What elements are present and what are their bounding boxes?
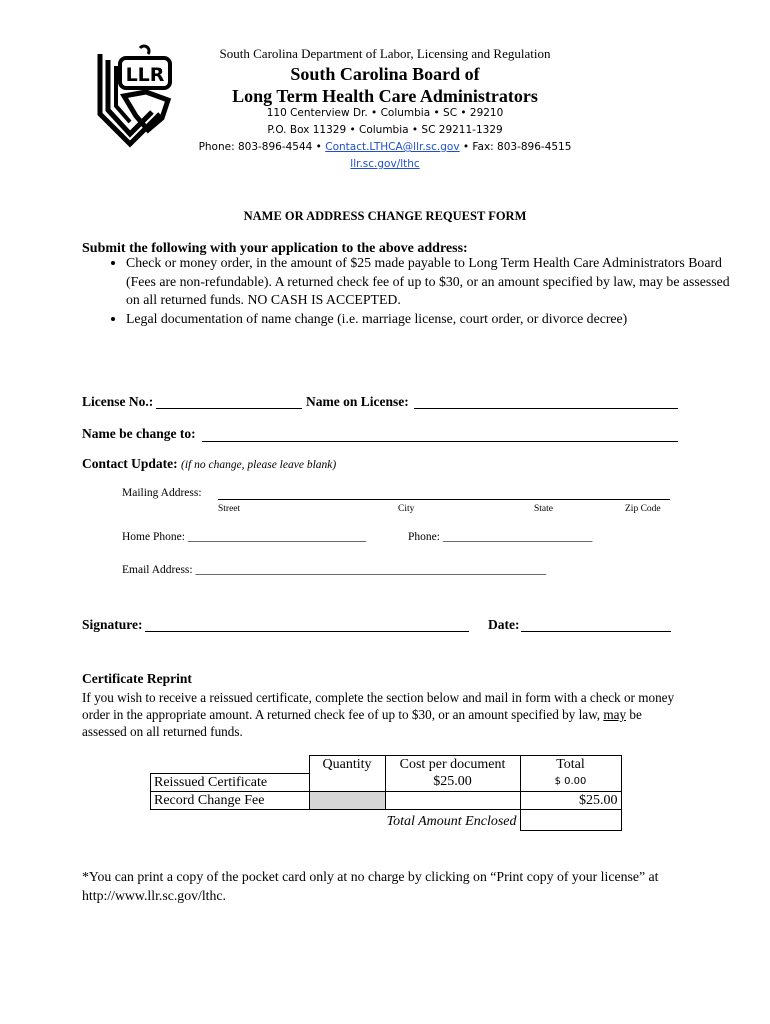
phone-text: Phone: 803-896-4544 • xyxy=(198,141,322,153)
footnote: *You can print a copy of the pocket card only at no charge by clicking on “Print copy of your license” at http://www.llr.sc.gov/lthc. xyxy=(82,869,659,903)
name-change-field[interactable] xyxy=(202,441,678,442)
total-amount-label: Total Amount Enclosed xyxy=(386,813,517,829)
record-change-quantity-cell xyxy=(309,791,385,809)
quantity-header: Quantity xyxy=(309,756,385,774)
date-field[interactable] xyxy=(521,631,671,632)
record-change-total: $25.00 xyxy=(520,791,621,809)
email-link[interactable]: Contact.LTHCA@llr.sc.gov xyxy=(325,141,460,153)
certificate-reprint-text: If you wish to receive a reissued certificate, complete the section below and mail in form with a check or money order in the appropriate amount. A returned check fee of up to $30, or an amount specified by law, may be assessed on all returned funds. xyxy=(82,690,675,739)
total-header: Total xyxy=(520,756,621,774)
zip-label: Zip Code xyxy=(625,504,661,514)
certificate-reprint-title: Certificate Reprint xyxy=(82,671,192,686)
total-amount-field[interactable] xyxy=(520,809,621,830)
record-change-fee-label: Record Change Fee xyxy=(151,791,310,809)
requirements-list xyxy=(82,254,746,328)
city-label: City xyxy=(398,504,415,514)
po-box-address: P.O. Box 11329 • Columbia • SC 29211-1329 xyxy=(267,124,503,136)
contact-line xyxy=(150,141,620,153)
fee-table xyxy=(150,755,622,831)
phone-label: Phone: xyxy=(408,531,440,543)
logo-text: LLR xyxy=(125,64,165,86)
state-label: State xyxy=(534,504,553,514)
contact-update-label: Contact Update: xyxy=(82,456,178,471)
email-label: Email Address: xyxy=(122,564,193,576)
license-no-field[interactable] xyxy=(156,408,302,409)
home-phone-label: Home Phone: xyxy=(122,531,185,543)
phone-row xyxy=(408,531,592,543)
date-label: Date: xyxy=(488,617,520,632)
reissued-certificate-label: Reissued Certificate xyxy=(151,773,310,791)
record-change-cost-cell xyxy=(385,791,520,809)
name-on-license-label: Name on License: xyxy=(306,394,409,409)
reissued-quantity-cell[interactable] xyxy=(309,773,385,791)
contact-update-note: (if no change, please leave blank) xyxy=(181,459,337,471)
email-row xyxy=(122,564,546,576)
mailing-address-field[interactable] xyxy=(218,499,670,500)
mailing-address-label: Mailing Address: xyxy=(122,487,202,499)
name-on-license-field[interactable] xyxy=(414,408,678,409)
may-underlined: may xyxy=(603,707,627,722)
requirement-item: • Check or money order, in the amount of $25 made payable to Long Term Health Care Administrators Board (Fees are non-refundable). A returned check fee of up to $30, or an amount specified by law, may be assessed on all returned funds. NO CASH IS ACCEPTED. xyxy=(126,254,746,310)
agency-name: South Carolina Department of Labor, Licensing and Regulation xyxy=(219,46,551,61)
board-name-line1: South Carolina Board of xyxy=(290,64,480,84)
license-no-label: License No.: xyxy=(82,394,154,409)
home-phone-row xyxy=(122,531,366,543)
signature-field[interactable] xyxy=(145,631,469,632)
cost-value: $25.00 xyxy=(385,773,520,791)
cost-header: Cost per document xyxy=(385,756,520,774)
website-link[interactable]: llr.sc.gov/lthc xyxy=(350,158,420,170)
requirements-heading: Submit the following with your application to the above address: xyxy=(82,241,468,256)
form-title: NAME OR ADDRESS CHANGE REQUEST FORM xyxy=(243,209,527,223)
street-address: 110 Centerview Dr. • Columbia • SC • 29210 xyxy=(266,107,504,119)
requirement-item: • Legal documentation of name change (i.e. marriage license, court order, or divorce decree) xyxy=(126,310,746,329)
email-field[interactable]: _____________________________________________________________ xyxy=(195,564,547,576)
contact-update-row xyxy=(82,456,336,472)
board-name-line2: Long Term Health Care Administrators xyxy=(232,86,538,106)
llr-logo xyxy=(90,44,176,148)
phone-field[interactable]: __________________________ xyxy=(442,531,593,543)
home-phone-field[interactable]: _______________________________ xyxy=(187,531,367,543)
name-change-label: Name be change to: xyxy=(82,426,196,441)
street-label: Street xyxy=(218,504,241,514)
signature-label: Signature: xyxy=(82,617,143,632)
reissued-total: $ 0.00 xyxy=(520,773,621,791)
fax-text: • Fax: 803-896-4515 xyxy=(462,141,572,153)
